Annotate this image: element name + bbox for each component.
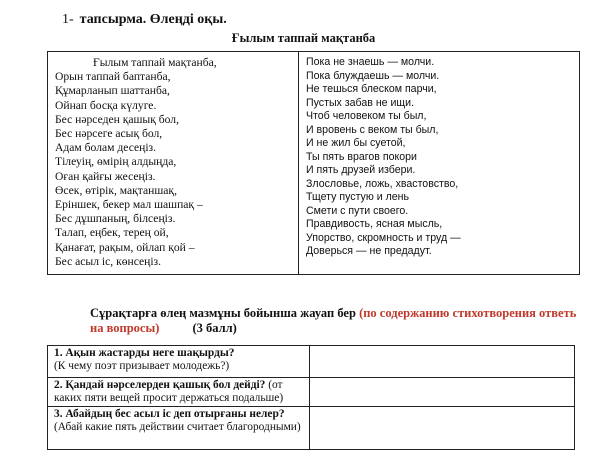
- task-number: 1-: [62, 12, 74, 27]
- poem-line: И не жил бы суетой,: [306, 137, 406, 149]
- questions-heading: [90, 306, 580, 336]
- question-russian: (К чему поэт призывает молодежь?): [54, 360, 230, 372]
- poem-table: [47, 51, 580, 275]
- answer-cell[interactable]: [310, 378, 575, 407]
- poem-line: И вровень с веком ты был,: [306, 123, 439, 136]
- poem-title: Ғылым таппай мақтанба: [231, 31, 376, 45]
- question-cell: [48, 407, 310, 450]
- poem-line: Құмарланып шаттанба,: [55, 84, 170, 98]
- poem-line: И пять друзей избери.: [306, 164, 416, 176]
- questions-heading-russian: (по содержанию стихотворения ответь на вопросы): [90, 306, 577, 335]
- poem-line: Ғылым таппай мақтанба,: [93, 56, 217, 69]
- question-russian: (от каких пяти вещей просит держаться подальше): [54, 379, 284, 404]
- poem-line: Орын таппай баптанба,: [55, 70, 171, 84]
- task-text: тапсырма. Өлеңді оқы.: [79, 12, 227, 27]
- question-russian: (Абай какие пять действии считает благородными): [54, 421, 301, 433]
- poem-line: Тщету пустую и лень: [306, 191, 410, 203]
- poem-line: Ты пять врагов покори: [306, 150, 417, 163]
- poem-line: Адам болам десеңіз.: [55, 141, 157, 155]
- poem-line: Пустых забав не ищи.: [306, 96, 415, 109]
- poem-line: Злословье, ложь, хвастовство,: [306, 177, 459, 190]
- questions-points: (3 балл): [192, 321, 237, 335]
- poem-line: Бес нәрсеге асық бол,: [55, 127, 163, 141]
- poem-line: Не тешься блеском парчи,: [306, 83, 437, 95]
- poem-line: Ойнап босқа күлуге.: [55, 98, 157, 112]
- task-header: [62, 12, 227, 28]
- poem-line: Доверься — не предадут.: [306, 245, 432, 257]
- poem-line: Қанағат, рақым, ойлап қой –: [55, 240, 195, 254]
- poem-line: Бес нәрседен қашық бол,: [55, 112, 179, 126]
- answer-cell[interactable]: [310, 407, 575, 450]
- poem-line: Пока блуждаешь — молчи.: [306, 69, 440, 82]
- question-kazakh: 3. Абайдың бес асыл іс деп отырғаны нелер?: [54, 408, 285, 420]
- poem-line: Оған қайғы жесеңіз.: [55, 169, 156, 183]
- answer-cell[interactable]: [310, 346, 575, 378]
- poem-russian-column: [306, 56, 576, 259]
- poem-line: Тілеуің, өмірің алдыңда,: [55, 155, 177, 169]
- questions-heading-kazakh: Сұрақтарға өлең мазмұны бойынша жауап бер: [90, 306, 356, 320]
- question-cell: [48, 346, 310, 378]
- table-row: [48, 346, 575, 378]
- poem-line: Бес асыл іс, көнсеңіз.: [55, 254, 162, 268]
- question-cell: [48, 378, 310, 407]
- question-kazakh: 1. Ақын жастарды неге шақырды?: [54, 347, 235, 359]
- poem-line: Упорство, скромность и труд —: [306, 231, 461, 244]
- column-divider: [298, 52, 299, 274]
- poem-line: Бес дұшпаның, білсеңіз.: [55, 212, 176, 226]
- poem-line: Еріншек, бекер мал шашпақ –: [55, 198, 203, 212]
- poem-line: Правдивость, ясная мысль,: [306, 218, 443, 230]
- poem-line: Пока не знаешь — молчи.: [306, 56, 435, 68]
- questions-table: [47, 345, 575, 450]
- question-kazakh: 2. Қандай нәрселерден қашық бол дейді?: [54, 379, 266, 391]
- table-row: [48, 378, 575, 407]
- poem-line: Смети с пути своего.: [306, 204, 409, 217]
- poem-kazakh-column: [55, 56, 293, 269]
- poem-line: Чтоб человеком ты был,: [306, 110, 427, 122]
- table-row: [48, 407, 575, 450]
- poem-line: Талап, еңбек, терең ой,: [55, 226, 169, 240]
- poem-line: Өсек, өтірік, мақтаншақ,: [55, 183, 177, 197]
